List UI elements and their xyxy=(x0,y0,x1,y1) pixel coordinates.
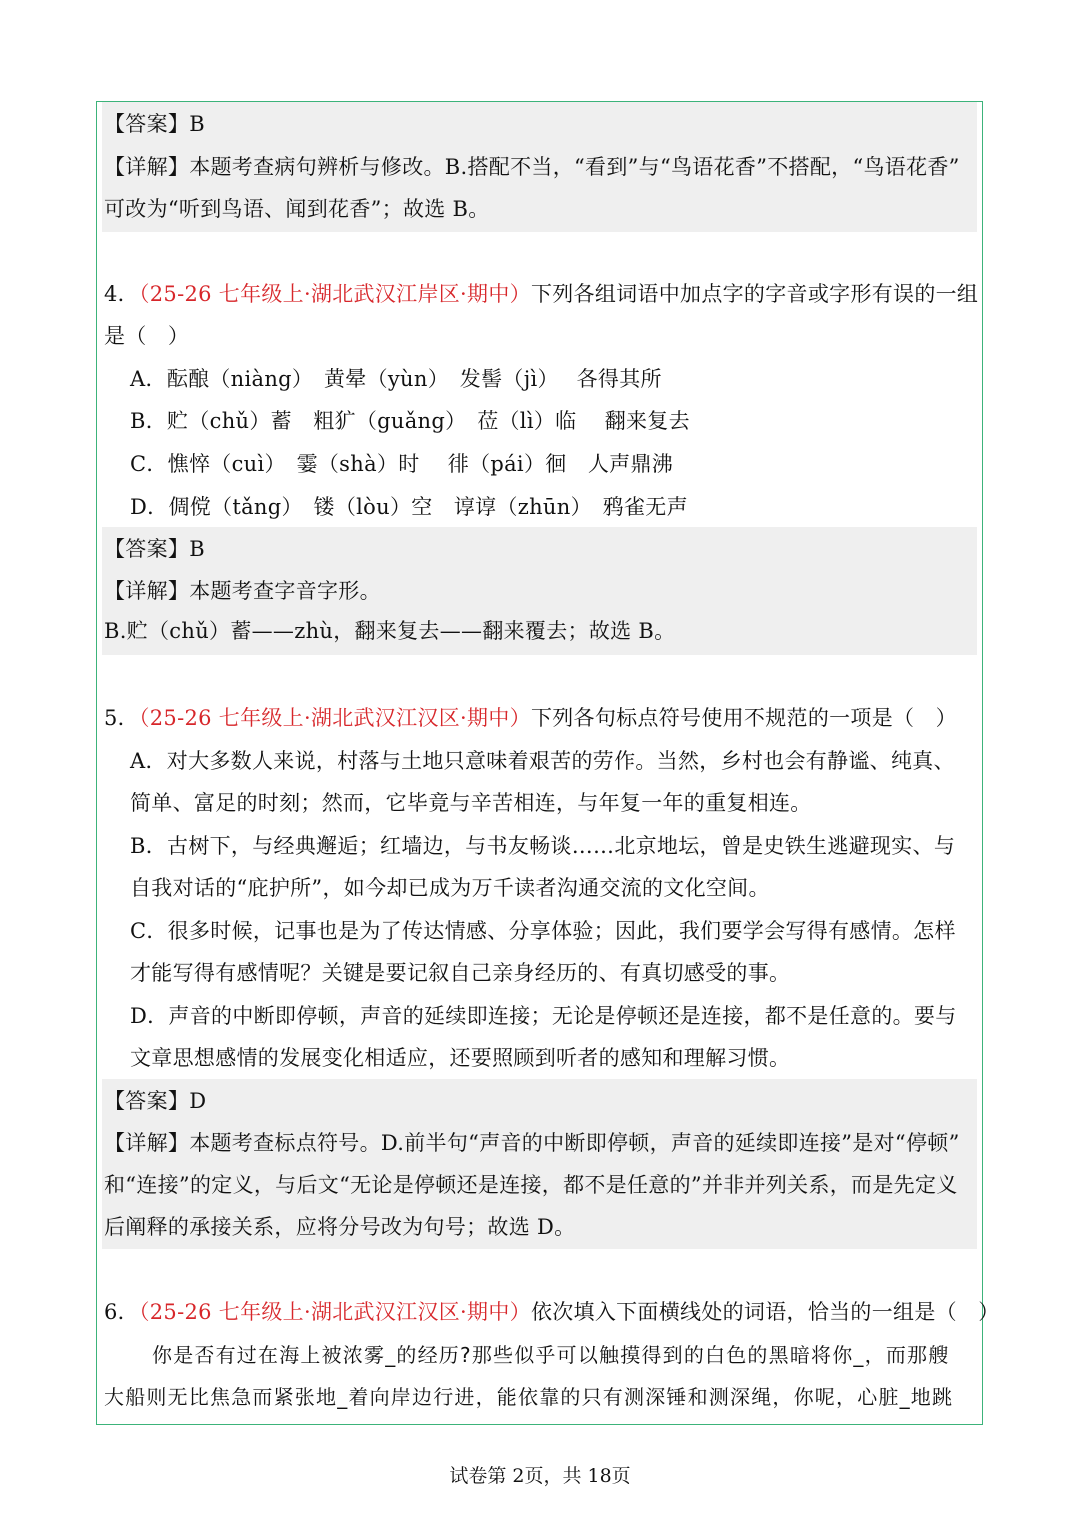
detail-q3-line1: 【详解】本题考查病句辨析与修改。B.搭配不当，“看到”与“鸟语花香”不搭配，“鸟语花香” xyxy=(104,155,960,179)
detail-q4-line1: 【详解】本题考查字音字形。 xyxy=(104,579,381,603)
question-5-stem xyxy=(104,704,976,732)
answer-q5: 【答案】D xyxy=(104,1089,207,1113)
q5-option-a-line1: A．对大多数人来说，村落与土地只意味着艰苦的劳作。当然，乡村也会有静谧、纯真、 xyxy=(130,749,955,773)
q5-option-d-line2: 文章思想感情的发展变化相适应，还要照顾到听者的感知和理解习惯。 xyxy=(130,1046,791,1070)
detail-q4-line2: B.贮（chǔ）蓄——zhù，翻来复去——翻来覆去；故选 B。 xyxy=(104,619,676,643)
q5-option-a-line2: 简单、富足的时刻；然而，它毕竟与辛苦相连，与年复一年的重复相连。 xyxy=(130,791,812,815)
q6-passage-line2: 大船则无比焦急而紧张地_着向岸边行进，能依靠的只有测深锤和测深绳，你呢，心脏_地跳 xyxy=(104,1385,954,1409)
q4-option-b: B．贮（chǔ）蓄 粗犷（guǎng） 莅（lì）临 翻来复去 xyxy=(130,409,690,433)
question-stem: 依次填入下面横线处的词语，恰当的一组是（ ） xyxy=(530,1300,1000,1324)
page-footer: 试卷第 2页，共 18页 xyxy=(449,1465,631,1487)
answer-q4: 【答案】B xyxy=(104,537,205,561)
q4-option-c: C．憔悴（cuì） 霎（shà）时 徘（pái）徊 人声鼎沸 xyxy=(130,452,674,476)
question-6-stem xyxy=(104,1298,1000,1326)
q5-option-b-line2: 自我对话的“庇护所”，如今却已成为万千读者沟通交流的文化空间。 xyxy=(130,876,770,900)
q5-option-c-line2: 才能写得有感情呢？关键是要记叙自己亲身经历的、有真切感受的事。 xyxy=(130,961,791,985)
question-stem: 下列各句标点符号使用不规范的一项是（ ） xyxy=(530,706,957,730)
question-source: （25-26 七年级上·湖北武汉江岸区·期中） xyxy=(138,282,531,306)
question-4-stem xyxy=(104,280,979,308)
detail-q5-line1: 【详解】本题考查标点符号。D.前半句“声音的中断即停顿，声音的延续即连接”是对“停顿” xyxy=(104,1131,960,1155)
q5-option-c-line1: C．很多时候，记事也是为了传达情感、分享体验；因此，我们要学会写得有感情。怎样 xyxy=(130,919,956,943)
q4-option-a: A．酝酿（niàng） 黄晕（yùn） 发髻（jì） 各得其所 xyxy=(130,367,662,391)
q5-option-d-line1: D．声音的中断即停顿，声音的延续即连接；无论是停顿还是连接，都不是任意的。要与 xyxy=(130,1004,957,1028)
answer-q3: 【答案】B xyxy=(104,112,205,136)
question-number: 5． xyxy=(104,706,139,730)
q5-option-b-line1: B．古树下，与经典邂逅；红墙边，与书友畅谈……北京地坛，曾是史铁生逃避现实、与 xyxy=(130,834,956,858)
q6-passage-line1: 你是否有过在海上被浓雾_的经历?那些似乎可以触摸得到的白色的黑暗将你_，而那艘 xyxy=(152,1343,950,1367)
q4-option-d: D．倜傥（tǎng） 镂（lòu）空 谆谆（zhūn） 鸦雀无声 xyxy=(130,495,688,519)
question-number: 4． xyxy=(104,282,139,306)
detail-q5-line3: 后阐释的承接关系，应将分号改为句号；故选 D。 xyxy=(104,1215,576,1239)
question-source: （25-26 七年级上·湖北武汉江汉区·期中） xyxy=(138,706,531,730)
question-4-stem-line2: 是（ ） xyxy=(104,324,190,348)
detail-q3-line2: 可改为“听到鸟语、闻到花香”；故选 B。 xyxy=(104,197,490,221)
question-stem: 下列各组词语中加点字的字音或字形有误的一组 xyxy=(530,282,979,306)
question-source: （25-26 七年级上·湖北武汉江汉区·期中） xyxy=(138,1300,531,1324)
question-number: 6． xyxy=(104,1300,139,1324)
detail-q5-line2: 和“连接”的定义，与后文“无论是停顿还是连接，都不是任意的”并非并列关系，而是先定义 xyxy=(104,1173,958,1197)
